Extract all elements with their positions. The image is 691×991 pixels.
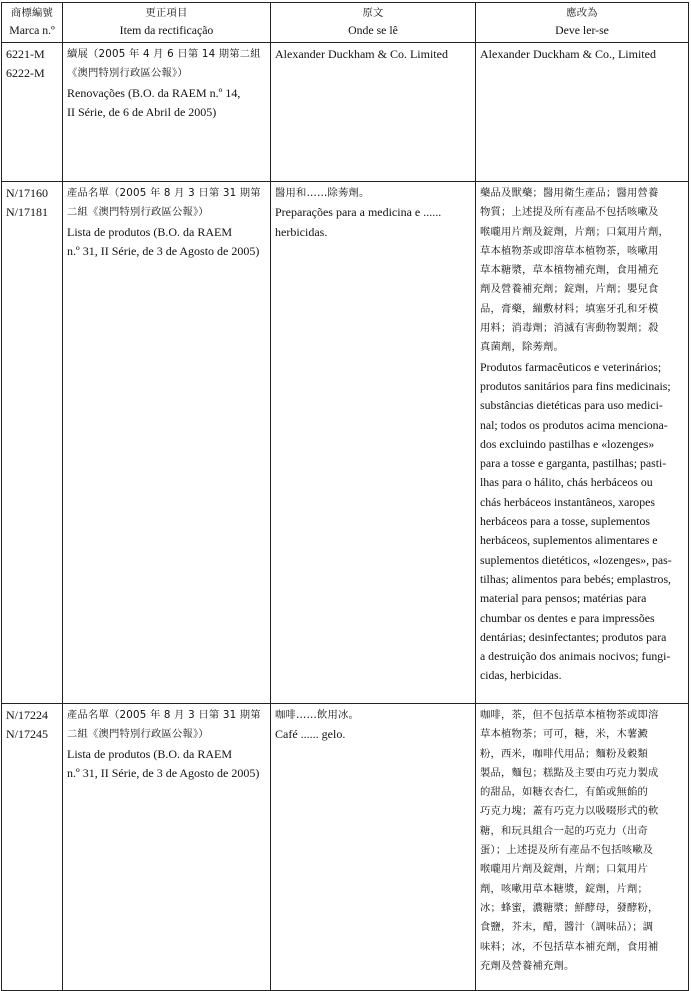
item-text-pt: Renovações (B.O. da RAEM n.º 14,	[67, 85, 241, 100]
item-text-pt: Lista de produtos (B.O. da RAEM	[67, 224, 232, 239]
corrected-cell	[476, 704, 689, 991]
corrected-text-cjk: 物質；上述提及所有產品不包括咳嗽及	[480, 206, 659, 219]
item-cell	[63, 182, 271, 704]
original-text-pt: Café ...... gelo.	[275, 727, 346, 742]
mark-number: 6221-M	[6, 47, 45, 61]
mark-number: 6222-M	[6, 66, 45, 81]
corrected-text-pt: substâncias dietéticas para uso medici-	[480, 398, 663, 413]
corrected-text-pt: herbáceos para a tosse, suplementos	[480, 514, 651, 529]
original-cell	[271, 182, 476, 704]
corrected-text-cjk: 劑及營養補充劑；錠劑，片劑；嬰兒食	[480, 283, 659, 296]
mark-number: N/17224	[6, 708, 48, 722]
corrected-text-cjk: 劑，咳嗽用草本糖漿，錠劑，片劑；	[480, 882, 648, 895]
corrected-text-cjk: 粉，西米，咖啡代用品；麵粉及穀類	[480, 747, 648, 760]
corrected-text-cjk: 充劑及營養補充劑。	[480, 959, 575, 972]
item-text-cjk: 二組《澳門特別行政區公報》）	[67, 206, 209, 219]
header-original-text	[271, 3, 476, 43]
header-text: Marca n.º	[9, 23, 55, 37]
mark-number: N/17160	[6, 186, 48, 200]
original-text-pt: herbicidas.	[275, 224, 328, 239]
corrected-text-pt: Produtos farmacêuticos e veterinários;	[480, 359, 662, 374]
corrected-text-cjk: 草本植物茶或即溶草本植物茶，咳嗽用	[480, 244, 659, 257]
header-rectified-item	[63, 3, 271, 43]
corrected-text-pt: chás herbáceos instantâneos, xaropes	[480, 494, 655, 509]
item-text-cjk: 《澳門特別行政區公報》）	[67, 67, 188, 80]
corrected-text-cjk: 製品，麵包；糕點及主要由巧克力製成	[480, 766, 659, 779]
corrected-text-pt: para a tosse e garganta, pastilhas; pasti-	[480, 456, 667, 471]
corrected-text-cjk: 草本糖漿，草本植物補充劑，食用補充	[480, 264, 659, 277]
corrected-text-cjk: 糖，和玩具組合一起的巧克力（出奇	[480, 824, 648, 837]
item-text-cjk: 產品名單（2005 年 8 月 3 日第 31 期第	[67, 187, 261, 199]
item-cell	[63, 43, 271, 182]
corrected-text-cjk: 的甜品，如糖衣杏仁，有餡或無餡的	[480, 786, 648, 799]
header-mark-number	[2, 3, 63, 43]
corrected-text-pt: a destruição dos animais nocivos; fungi-	[480, 649, 671, 664]
table-row	[2, 704, 689, 991]
corrected-text-cjk: 蛋）；上述提及所有產品不包括咳嗽及	[480, 844, 654, 857]
corrected-text-cjk: 巧克力塊；蓋有巧克力以吸啜形式的軟	[480, 805, 659, 818]
item-cell	[63, 704, 271, 991]
header-text: Onde se lê	[348, 23, 398, 37]
header-text: 原文	[362, 7, 384, 19]
table-row	[2, 182, 689, 704]
mark-number-cell	[2, 43, 63, 182]
corrected-text-cjk: 喉嚨用片劑及錠劑，片劑；口氣用片	[480, 863, 648, 876]
corrected-text-cjk: 用料；消毒劑；消滅有害動物製劑；殺	[480, 322, 659, 335]
original-text: Alexander Duckham & Co. Limited	[275, 47, 448, 61]
header-text: Deve ler-se	[555, 23, 609, 37]
header-text: 更正項目	[145, 7, 188, 19]
original-text-cjk: 咖啡……飲用冰。	[275, 709, 359, 721]
corrected-text-pt: herbáceos, suplementos alimentares e	[480, 533, 658, 548]
corrected-text-pt: suplementos dietéticos, «lozenges», pas-	[480, 552, 672, 567]
corrected-cell	[476, 182, 689, 704]
header-corrected-text	[476, 3, 689, 43]
corrected-text-pt: lhas para o hálito, chás herbáceos ou	[480, 475, 653, 490]
original-text-pt: Preparações para a medicina e ......	[275, 205, 442, 220]
item-text-pt: n.º 31, II Série, de 3 de Agosto de 2005)	[67, 765, 260, 780]
item-text-pt: n.º 31, II Série, de 3 de Agosto de 2005)	[67, 243, 260, 258]
corrected-text-cjk: 品，膏藥，繃敷材料；填塞牙孔和牙模	[480, 302, 659, 315]
mark-number-cell	[2, 704, 63, 991]
corrected-text-pt: tilhas; alimentos para bebés; emplastros,	[480, 571, 671, 586]
corrected-text-cjk: 草本植物茶；可可，糖，米，木薯澱	[480, 728, 648, 741]
corrected-text-cjk: 食鹽，芥末，醋，醬汁（調味品）；調	[480, 921, 654, 934]
mark-number: N/17181	[6, 205, 48, 220]
table-header-row	[2, 3, 689, 43]
rectification-table	[1, 2, 689, 991]
corrected-text-pt: produtos sanitários para fins medicinais;	[480, 378, 671, 393]
corrected-text-pt: material para pensos; matérias para	[480, 591, 647, 606]
original-cell	[271, 704, 476, 991]
corrected-text-cjk: 真菌劑，除莠劑。	[480, 341, 564, 354]
corrected-text-pt: nal; todos os produtos acima menciona-	[480, 417, 668, 432]
corrected-text-cjk: 味料；冰，不包括草本補充劑，食用補	[480, 940, 659, 953]
header-text: Item da rectificação	[119, 23, 214, 37]
corrected-text: Alexander Duckham & Co., Limited	[480, 47, 656, 61]
original-text-cjk: 醫用和……除莠劑。	[275, 187, 370, 199]
item-text-pt: Lista de produtos (B.O. da RAEM	[67, 746, 232, 761]
item-text-pt: II Série, de 6 de Abril de 2005)	[67, 104, 217, 119]
corrected-text-cjk: 冰；蜂蜜，濃糖漿；鮮酵母，發酵粉，	[480, 901, 659, 914]
header-text: 應改為	[566, 7, 598, 19]
mark-number: N/17245	[6, 727, 48, 742]
corrected-cell	[476, 43, 689, 182]
corrected-text-cjk: 咖啡，茶，但不包括草本植物茶或即溶	[480, 709, 659, 721]
mark-number-cell	[2, 182, 63, 704]
corrected-text-pt: dos excluindo pastilhas e «lozenges»	[480, 436, 655, 451]
corrected-text-pt: cidas, herbicidas.	[480, 668, 562, 683]
corrected-text-cjk: 喉嚨用片劑及錠劑，片劑；口氣用片劑，	[480, 225, 669, 238]
item-text-cjk: 產品名單（2005 年 8 月 3 日第 31 期第	[67, 709, 261, 721]
item-text-cjk: 二組《澳門特別行政區公報》）	[67, 728, 209, 741]
corrected-text-pt: dentárias; desinfectantes; produtos para	[480, 629, 667, 644]
header-text: 商標編號	[11, 7, 53, 19]
corrected-text-pt: chumbar os dentes e para impressões	[480, 610, 655, 625]
corrected-text-cjk: 藥品及獸藥；醫用衛生產品；醫用營養	[480, 187, 659, 199]
item-text-cjk: 續展（2005 年 4 月 6 日第 14 期第二組	[67, 48, 261, 60]
table-row	[2, 43, 689, 182]
original-cell	[271, 43, 476, 182]
